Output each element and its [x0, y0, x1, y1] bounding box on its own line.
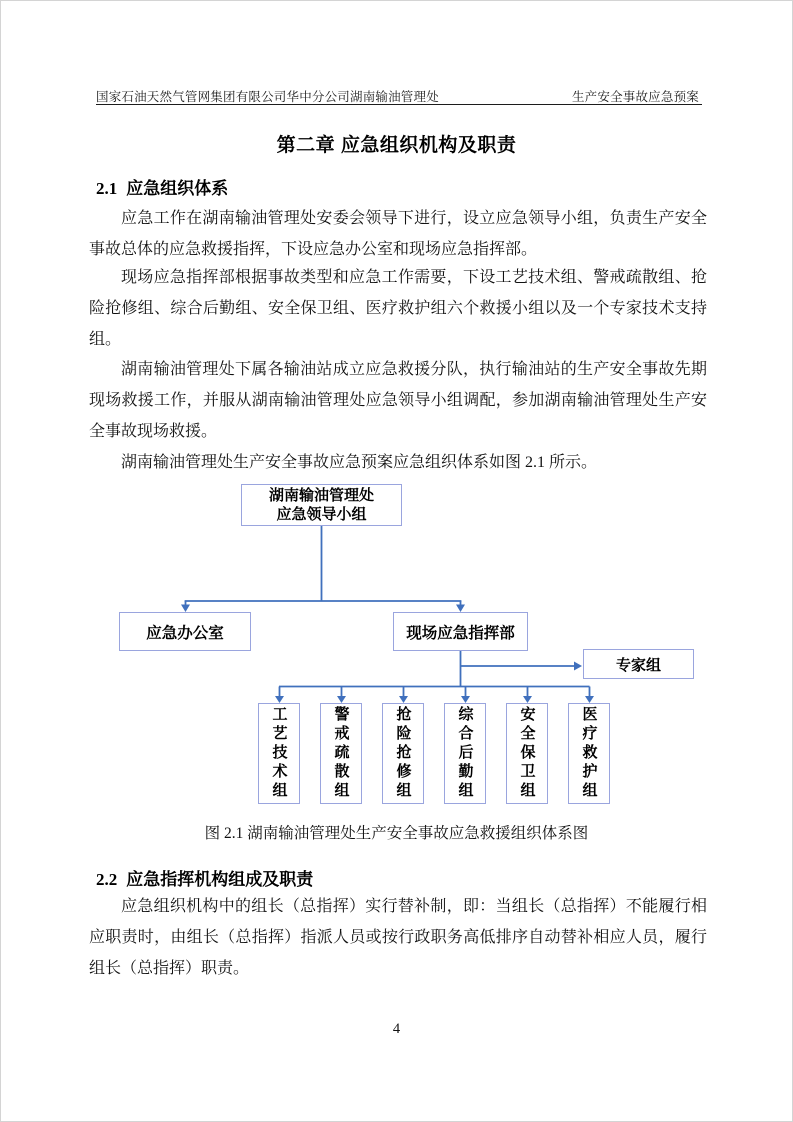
org-node-team-label: 警戒疏散组	[332, 706, 350, 801]
org-node-team-label: 综合后勤组	[456, 706, 474, 801]
paragraph: 湖南输油管理处生产安全事故应急预案应急组织体系如图 2.1 所示。	[121, 454, 598, 471]
org-node-team-process-tech	[258, 703, 300, 804]
chapter-title: 第二章 应急组织机构及职责	[276, 135, 517, 156]
org-node-team-logistics	[444, 703, 486, 804]
paragraph: 应急组织机构中的组长（总指挥）实行替补制，即：当组长（总指挥）不能履行相应职责时，由组长（总指挥）指派人员或按行政职务高低排序自动替补相应人员，履行组长（总指挥）职责。	[89, 898, 707, 977]
paragraph: 湖南输油管理处下属各输油站成立应急救援分队，执行输油站的生产安全事故先期现场救援工作，并服从湖南输油管理处应急领导小组调配，参加湖南输油管理处生产安全事故现场救援。	[89, 361, 707, 440]
figure-caption: 图 2.1 湖南输油管理处生产安全事故应急救援组织体系图	[204, 825, 589, 842]
org-node-leader-line2: 应急领导小组	[276, 506, 367, 523]
org-node-team-label: 医疗救护组	[580, 706, 598, 801]
section-2-1-heading	[96, 174, 228, 199]
org-node-leader-line1: 湖南输油管理处	[268, 487, 374, 504]
org-node-team-rescue-repair	[382, 703, 424, 804]
section-2-1-number: 2.1	[96, 179, 118, 198]
org-node-team-medical	[568, 703, 610, 804]
org-node-team-label: 安全保卫组	[518, 706, 536, 801]
org-node-team-label: 抢险抢修组	[394, 706, 412, 801]
org-node-team-cordon-evac	[320, 703, 362, 804]
org-node-emergency-office: 应急办公室	[119, 612, 251, 651]
header-document-title: 生产安全事故应急预案	[571, 90, 699, 104]
section-2-2-title: 应急指挥机构组成及职责	[126, 870, 314, 889]
page-number: 4	[392, 1021, 401, 1037]
org-node-onsite-command: 现场应急指挥部	[393, 612, 528, 651]
paragraph: 应急工作在湖南输油管理处安委会领导下进行，设立应急领导小组，负责生产安全事故总体的应急救援指挥，下设应急办公室和现场应急指挥部。	[89, 210, 707, 258]
header-company-title: 国家石油天然气管网集团有限公司华中分公司湖南输油管理处	[96, 90, 439, 104]
org-node-expert-group: 专家组	[583, 649, 694, 679]
org-node-leader-group	[241, 484, 402, 526]
section-2-2-heading	[96, 865, 313, 890]
header-rule	[96, 104, 702, 105]
org-node-team-label: 工艺技术组	[270, 706, 288, 801]
section-2-2-number: 2.2	[96, 870, 118, 889]
paragraph: 现场应急指挥部根据事故类型和应急工作需要，下设工艺技术组、警戒疏散组、抢险抢修组、综合后勤组、安全保卫组、医疗救护组六个救援小组以及一个专家技术支持组。	[89, 269, 707, 348]
section-2-1-title: 应急组织体系	[126, 179, 229, 198]
org-node-team-security	[506, 703, 548, 804]
